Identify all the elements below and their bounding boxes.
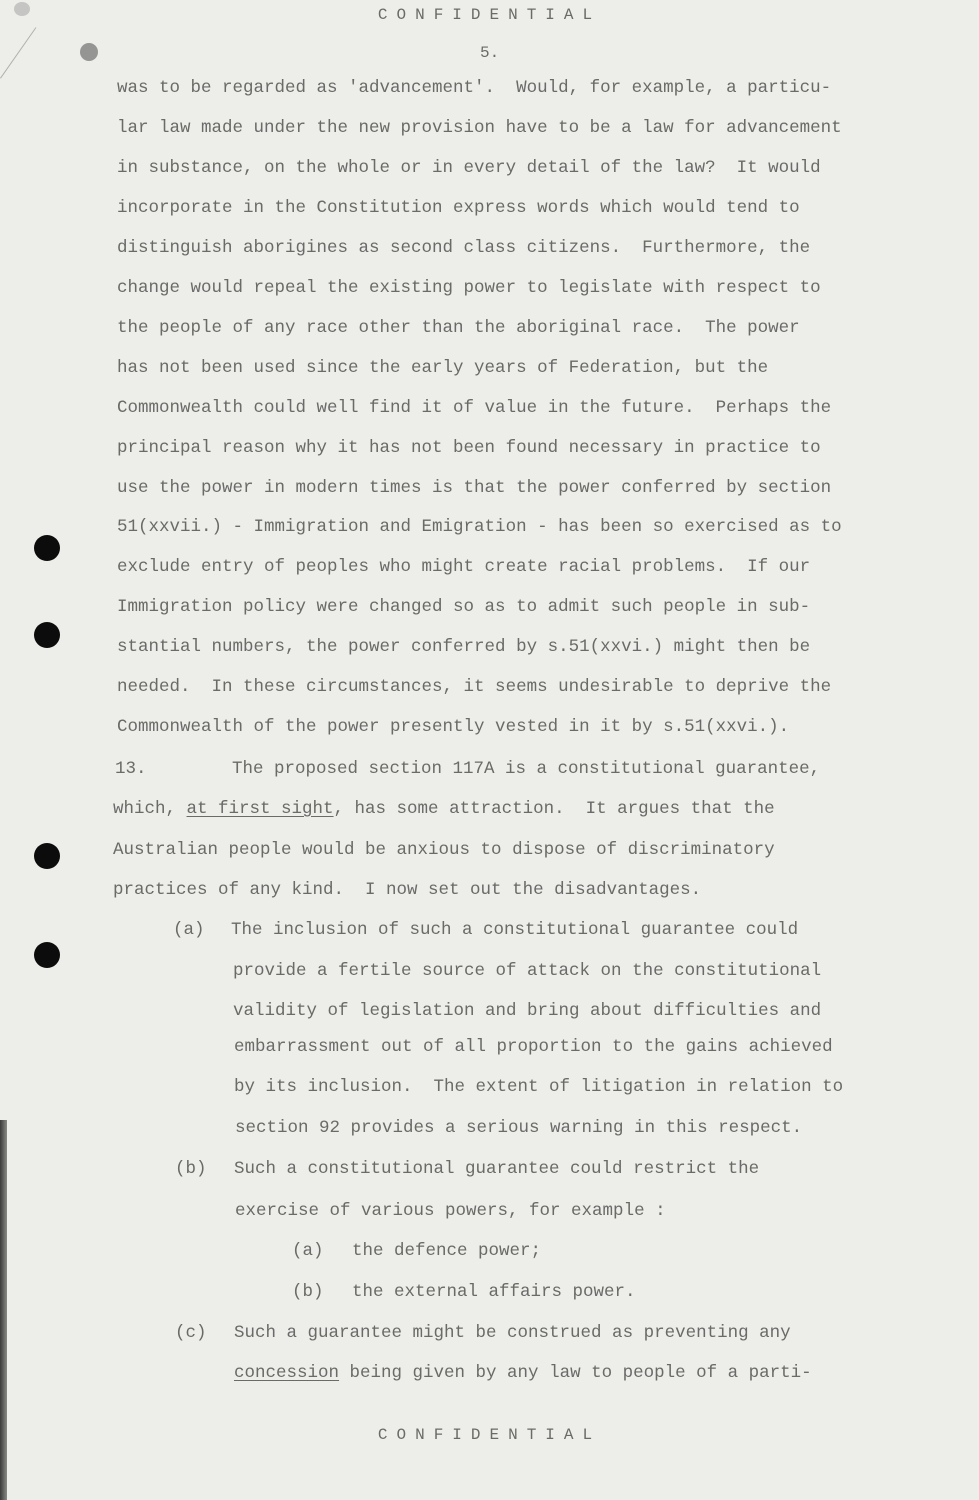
body-line: Commonwealth could well find it of value in the future. Perhaps the bbox=[117, 398, 832, 418]
body-line: The proposed section 117A is a constitutional guarantee, bbox=[232, 759, 821, 779]
body-line: Australian people would be anxious to dispose of discriminatory bbox=[113, 840, 775, 860]
body-line: 51(xxvii.) - Immigration and Emigration - has been so exercised as to bbox=[117, 517, 842, 537]
body-line: concession being given by any law to people of a parti- bbox=[234, 1363, 812, 1383]
body-line: change would repeal the existing power to legislate with respect to bbox=[117, 278, 821, 298]
sublist-marker: (a) bbox=[292, 1241, 324, 1261]
list-marker: (c) bbox=[175, 1323, 207, 1343]
sublist-marker: (b) bbox=[292, 1282, 324, 1302]
body-line: the external affairs power. bbox=[352, 1282, 636, 1302]
punch-hole bbox=[34, 535, 60, 561]
underlined-phrase: at first sight bbox=[186, 799, 334, 819]
body-line: distinguish aborigines as second class citizens. Furthermore, the bbox=[117, 238, 811, 258]
confidential-footer: CONFIDENTIAL bbox=[377, 1426, 602, 1444]
corner-fold-line bbox=[0, 27, 36, 78]
paragraph-number: 13. bbox=[115, 759, 147, 779]
body-line: use the power in modern times is that the power conferred by section bbox=[117, 478, 832, 498]
body-line: Such a constitutional guarantee could restrict the bbox=[234, 1159, 760, 1179]
body-line: principal reason why it has not been found necessary in practice to bbox=[117, 438, 821, 458]
page-number: 5. bbox=[480, 44, 500, 62]
body-line: validity of legislation and bring about difficulties and bbox=[233, 1001, 822, 1021]
body-line: exercise of various powers, for example : bbox=[235, 1201, 666, 1221]
body-line: incorporate in the Constitution express words which would tend to bbox=[117, 198, 800, 218]
body-line: lar law made under the new provision have to be a law for advancement bbox=[117, 118, 842, 138]
punch-hole bbox=[34, 843, 60, 869]
confidential-header: CONFIDENTIAL bbox=[377, 6, 602, 24]
body-line: practices of any kind. I now set out the disadvantages. bbox=[113, 880, 702, 900]
body-line: Commonwealth of the power presently vested in it by s.51(xxvi.). bbox=[117, 717, 790, 737]
list-marker: (a) bbox=[173, 920, 205, 940]
list-marker: (b) bbox=[175, 1159, 207, 1179]
top-hole-mark bbox=[80, 43, 98, 61]
underlined-word: concession bbox=[234, 1363, 340, 1383]
body-line: embarrassment out of all proportion to the gains achieved bbox=[234, 1037, 833, 1057]
punch-hole bbox=[34, 942, 60, 968]
body-line: stantial numbers, the power conferred by s.51(xxvi.) might then be bbox=[117, 637, 811, 657]
body-line: section 92 provides a serious warning in this respect. bbox=[235, 1118, 803, 1138]
body-line: Such a guarantee might be construed as preventing any bbox=[234, 1323, 791, 1343]
body-line: provide a fertile source of attack on the constitutional bbox=[233, 961, 822, 981]
body-line: which, at first sight, has some attraction. It argues that the bbox=[113, 799, 775, 819]
body-line: Immigration policy were changed so as to admit such people in sub- bbox=[117, 597, 811, 617]
body-line: has not been used since the early years of Federation, but the bbox=[117, 358, 769, 378]
body-line: was to be regarded as 'advancement'. Would, for example, a particu- bbox=[117, 78, 832, 98]
body-line: exclude entry of peoples who might create racial problems. If our bbox=[117, 557, 811, 577]
body-line: in substance, on the whole or in every detail of the law? It would bbox=[117, 158, 821, 178]
body-line: the people of any race other than the aboriginal race. The power bbox=[117, 318, 800, 338]
body-line: needed. In these circumstances, it seems undesirable to deprive the bbox=[117, 677, 832, 697]
punch-hole bbox=[34, 622, 60, 648]
body-line: the defence power; bbox=[352, 1241, 542, 1261]
body-line: The inclusion of such a constitutional guarantee could bbox=[231, 920, 799, 940]
body-line: by its inclusion. The extent of litigation in relation to bbox=[234, 1077, 844, 1097]
